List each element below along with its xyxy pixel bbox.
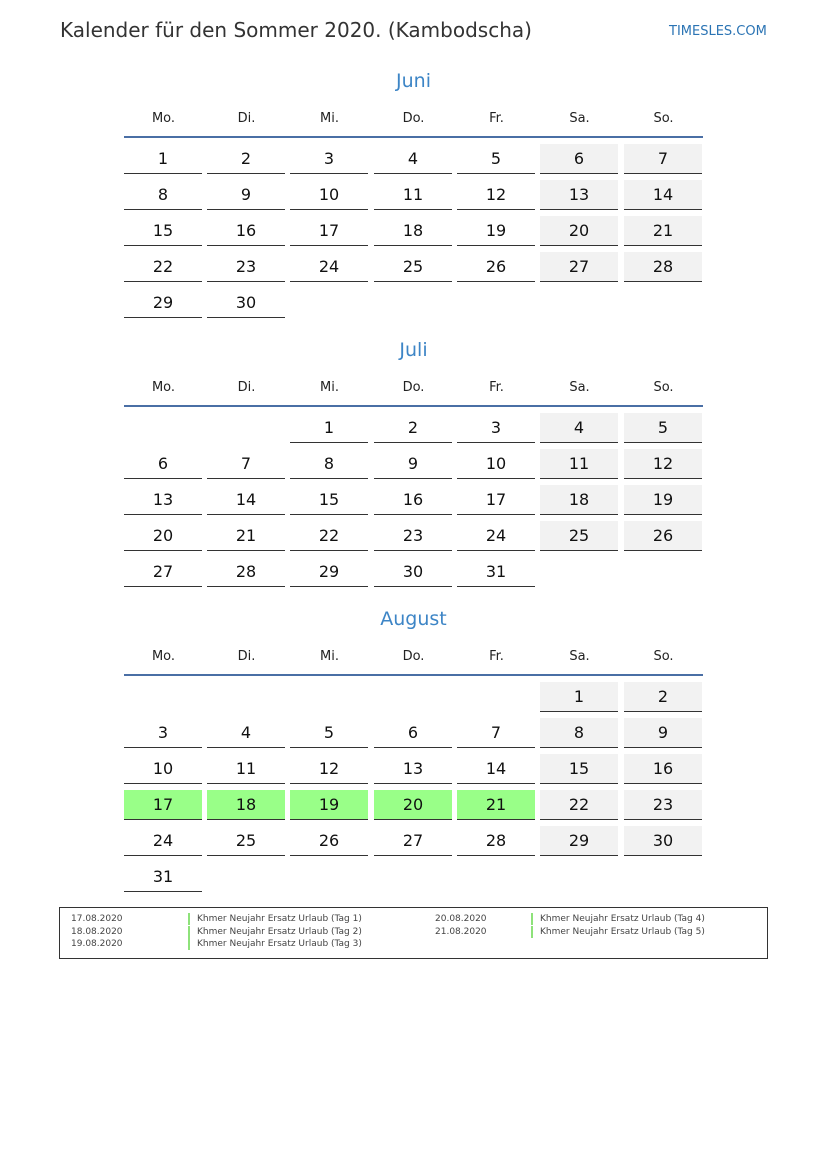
weekday-label: Sa. [569,111,590,126]
day-cell[interactable]: 25 [207,826,285,856]
day-cell[interactable]: 9 [374,449,452,479]
day-cell[interactable]: 9 [207,180,285,210]
day-cell[interactable]: 23 [374,521,452,551]
day-cell[interactable]: 15 [540,754,618,784]
day-cell[interactable]: 2 [207,144,285,174]
day-cell[interactable]: 24 [290,252,368,282]
day-cell[interactable]: 1 [124,144,202,174]
day-cell[interactable]: 13 [540,180,618,210]
legend-date: 19.08.2020 [71,939,123,949]
day-cell[interactable]: 10 [124,754,202,784]
day-cell[interactable]: 4 [374,144,452,174]
day-cell[interactable]: 30 [374,557,452,587]
legend-holiday-name: Khmer Neujahr Ersatz Urlaub (Tag 4) [531,913,705,925]
weekday-label: Fr. [489,649,504,664]
holiday-legend [59,907,768,959]
weekday-label: Di. [237,649,256,664]
day-cell[interactable]: 7 [457,718,535,748]
day-cell[interactable]: 29 [124,288,202,318]
month-title: August [380,608,447,630]
day-cell[interactable]: 22 [290,521,368,551]
day-cell[interactable]: 27 [124,557,202,587]
day-cell[interactable]: 23 [207,252,285,282]
weekday-label: So. [653,111,674,126]
day-cell[interactable]: 17 [457,485,535,515]
day-cell[interactable]: 12 [290,754,368,784]
brand-link[interactable]: TIMESLES.COM [669,24,767,39]
header-divider [124,674,703,676]
weekday-label: Sa. [569,380,590,395]
weekday-label: Fr. [489,380,504,395]
day-cell[interactable]: 15 [124,216,202,246]
weekday-label: Do. [402,380,425,395]
weekday-label: Do. [402,649,425,664]
weekday-label: Do. [402,111,425,126]
day-cell[interactable]: 7 [207,449,285,479]
day-cell[interactable]: 28 [624,252,702,282]
day-cell[interactable]: 7 [624,144,702,174]
weekday-label: Mi. [320,649,339,664]
weekday-header [124,111,703,127]
day-cell[interactable]: 26 [290,826,368,856]
day-cell[interactable]: 22 [124,252,202,282]
weekday-label: Mi. [320,111,339,126]
day-cell[interactable]: 11 [207,754,285,784]
weekday-label: Mo. [151,380,176,395]
day-cell[interactable]: 14 [207,485,285,515]
day-cell[interactable]: 12 [624,449,702,479]
day-cell[interactable]: 16 [374,485,452,515]
day-cell[interactable]: 25 [540,521,618,551]
day-cell[interactable]: 4 [207,718,285,748]
day-cell[interactable]: 6 [540,144,618,174]
day-cell[interactable]: 14 [457,754,535,784]
day-cell[interactable]: 12 [457,180,535,210]
day-cell[interactable]: 21 [624,216,702,246]
day-cell[interactable]: 13 [124,485,202,515]
day-cell[interactable]: 6 [124,449,202,479]
day-cell[interactable]: 3 [290,144,368,174]
day-cell[interactable]: 8 [540,718,618,748]
day-cell[interactable]: 29 [290,557,368,587]
weekday-label: So. [653,380,674,395]
holiday-day-cell[interactable]: 17 [124,790,202,820]
day-cell[interactable]: 24 [124,826,202,856]
day-cell[interactable]: 30 [624,826,702,856]
weekday-label: Sa. [569,649,590,664]
day-cell[interactable]: 20 [124,521,202,551]
weekday-label: Fr. [489,111,504,126]
day-cell[interactable]: 28 [457,826,535,856]
day-cell[interactable]: 23 [624,790,702,820]
weekday-header [124,649,703,665]
day-cell[interactable]: 27 [540,252,618,282]
legend-date: 18.08.2020 [71,926,123,937]
day-cell[interactable]: 28 [207,557,285,587]
weekday-label: Di. [237,380,256,395]
month-title: Juni [396,70,431,92]
legend-date: 20.08.2020 [435,914,487,924]
day-cell[interactable]: 18 [374,216,452,246]
day-cell[interactable]: 1 [540,682,618,712]
legend-holiday-name: Khmer Neujahr Ersatz Urlaub (Tag 3) [188,938,362,950]
weekday-label: So. [653,649,674,664]
day-cell[interactable]: 2 [374,413,452,443]
day-cell[interactable]: 31 [124,862,202,892]
header-divider [124,136,703,138]
day-cell[interactable]: 5 [624,413,702,443]
day-cell[interactable]: 22 [540,790,618,820]
day-cell[interactable]: 26 [457,252,535,282]
weekday-label: Di. [237,111,256,126]
day-cell[interactable]: 27 [374,826,452,856]
day-cell[interactable]: 5 [457,144,535,174]
day-cell[interactable]: 24 [457,521,535,551]
weekday-label: Mo. [151,111,176,126]
legend-holiday-name: Khmer Neujahr Ersatz Urlaub (Tag 5) [531,926,705,938]
day-cell[interactable]: 21 [207,521,285,551]
holiday-day-cell[interactable]: 18 [207,790,285,820]
page-title: Kalender für den Sommer 2020. (Kambodscha) [60,18,532,42]
day-cell[interactable]: 6 [374,718,452,748]
day-cell[interactable]: 11 [374,180,452,210]
header-divider [124,405,703,407]
day-cell[interactable]: 30 [207,288,285,318]
holiday-day-cell[interactable]: 21 [457,790,535,820]
day-cell[interactable]: 19 [457,216,535,246]
day-cell[interactable]: 20 [540,216,618,246]
day-cell[interactable]: 11 [540,449,618,479]
day-cell[interactable]: 9 [624,718,702,748]
day-cell[interactable]: 18 [540,485,618,515]
day-cell[interactable]: 29 [540,826,618,856]
day-cell[interactable]: 3 [124,718,202,748]
day-cell[interactable]: 16 [207,216,285,246]
day-cell[interactable]: 14 [624,180,702,210]
holiday-day-cell[interactable]: 20 [374,790,452,820]
day-cell[interactable]: 3 [457,413,535,443]
day-cell[interactable]: 15 [290,485,368,515]
day-cell[interactable]: 8 [290,449,368,479]
day-cell[interactable]: 13 [374,754,452,784]
day-cell[interactable]: 26 [624,521,702,551]
legend-holiday-name: Khmer Neujahr Ersatz Urlaub (Tag 2) [188,926,362,938]
weekday-label: Mi. [320,380,339,395]
weekday-label: Mo. [151,649,176,664]
day-cell[interactable]: 16 [624,754,702,784]
legend-date: 21.08.2020 [435,926,487,937]
legend-holiday-name: Khmer Neujahr Ersatz Urlaub (Tag 1) [188,913,362,925]
day-cell[interactable]: 31 [457,557,535,587]
holiday-day-cell[interactable]: 19 [290,790,368,820]
legend-date: 17.08.2020 [71,914,123,924]
day-cell[interactable]: 10 [290,180,368,210]
day-cell[interactable]: 17 [290,216,368,246]
day-cell[interactable]: 8 [124,180,202,210]
day-cell[interactable]: 4 [540,413,618,443]
day-cell[interactable]: 5 [290,718,368,748]
day-cell[interactable]: 2 [624,682,702,712]
weekday-header [124,380,703,396]
day-cell[interactable]: 10 [457,449,535,479]
day-cell[interactable]: 1 [290,413,368,443]
day-cell[interactable]: 19 [624,485,702,515]
month-title: Juli [399,339,428,361]
day-cell[interactable]: 25 [374,252,452,282]
